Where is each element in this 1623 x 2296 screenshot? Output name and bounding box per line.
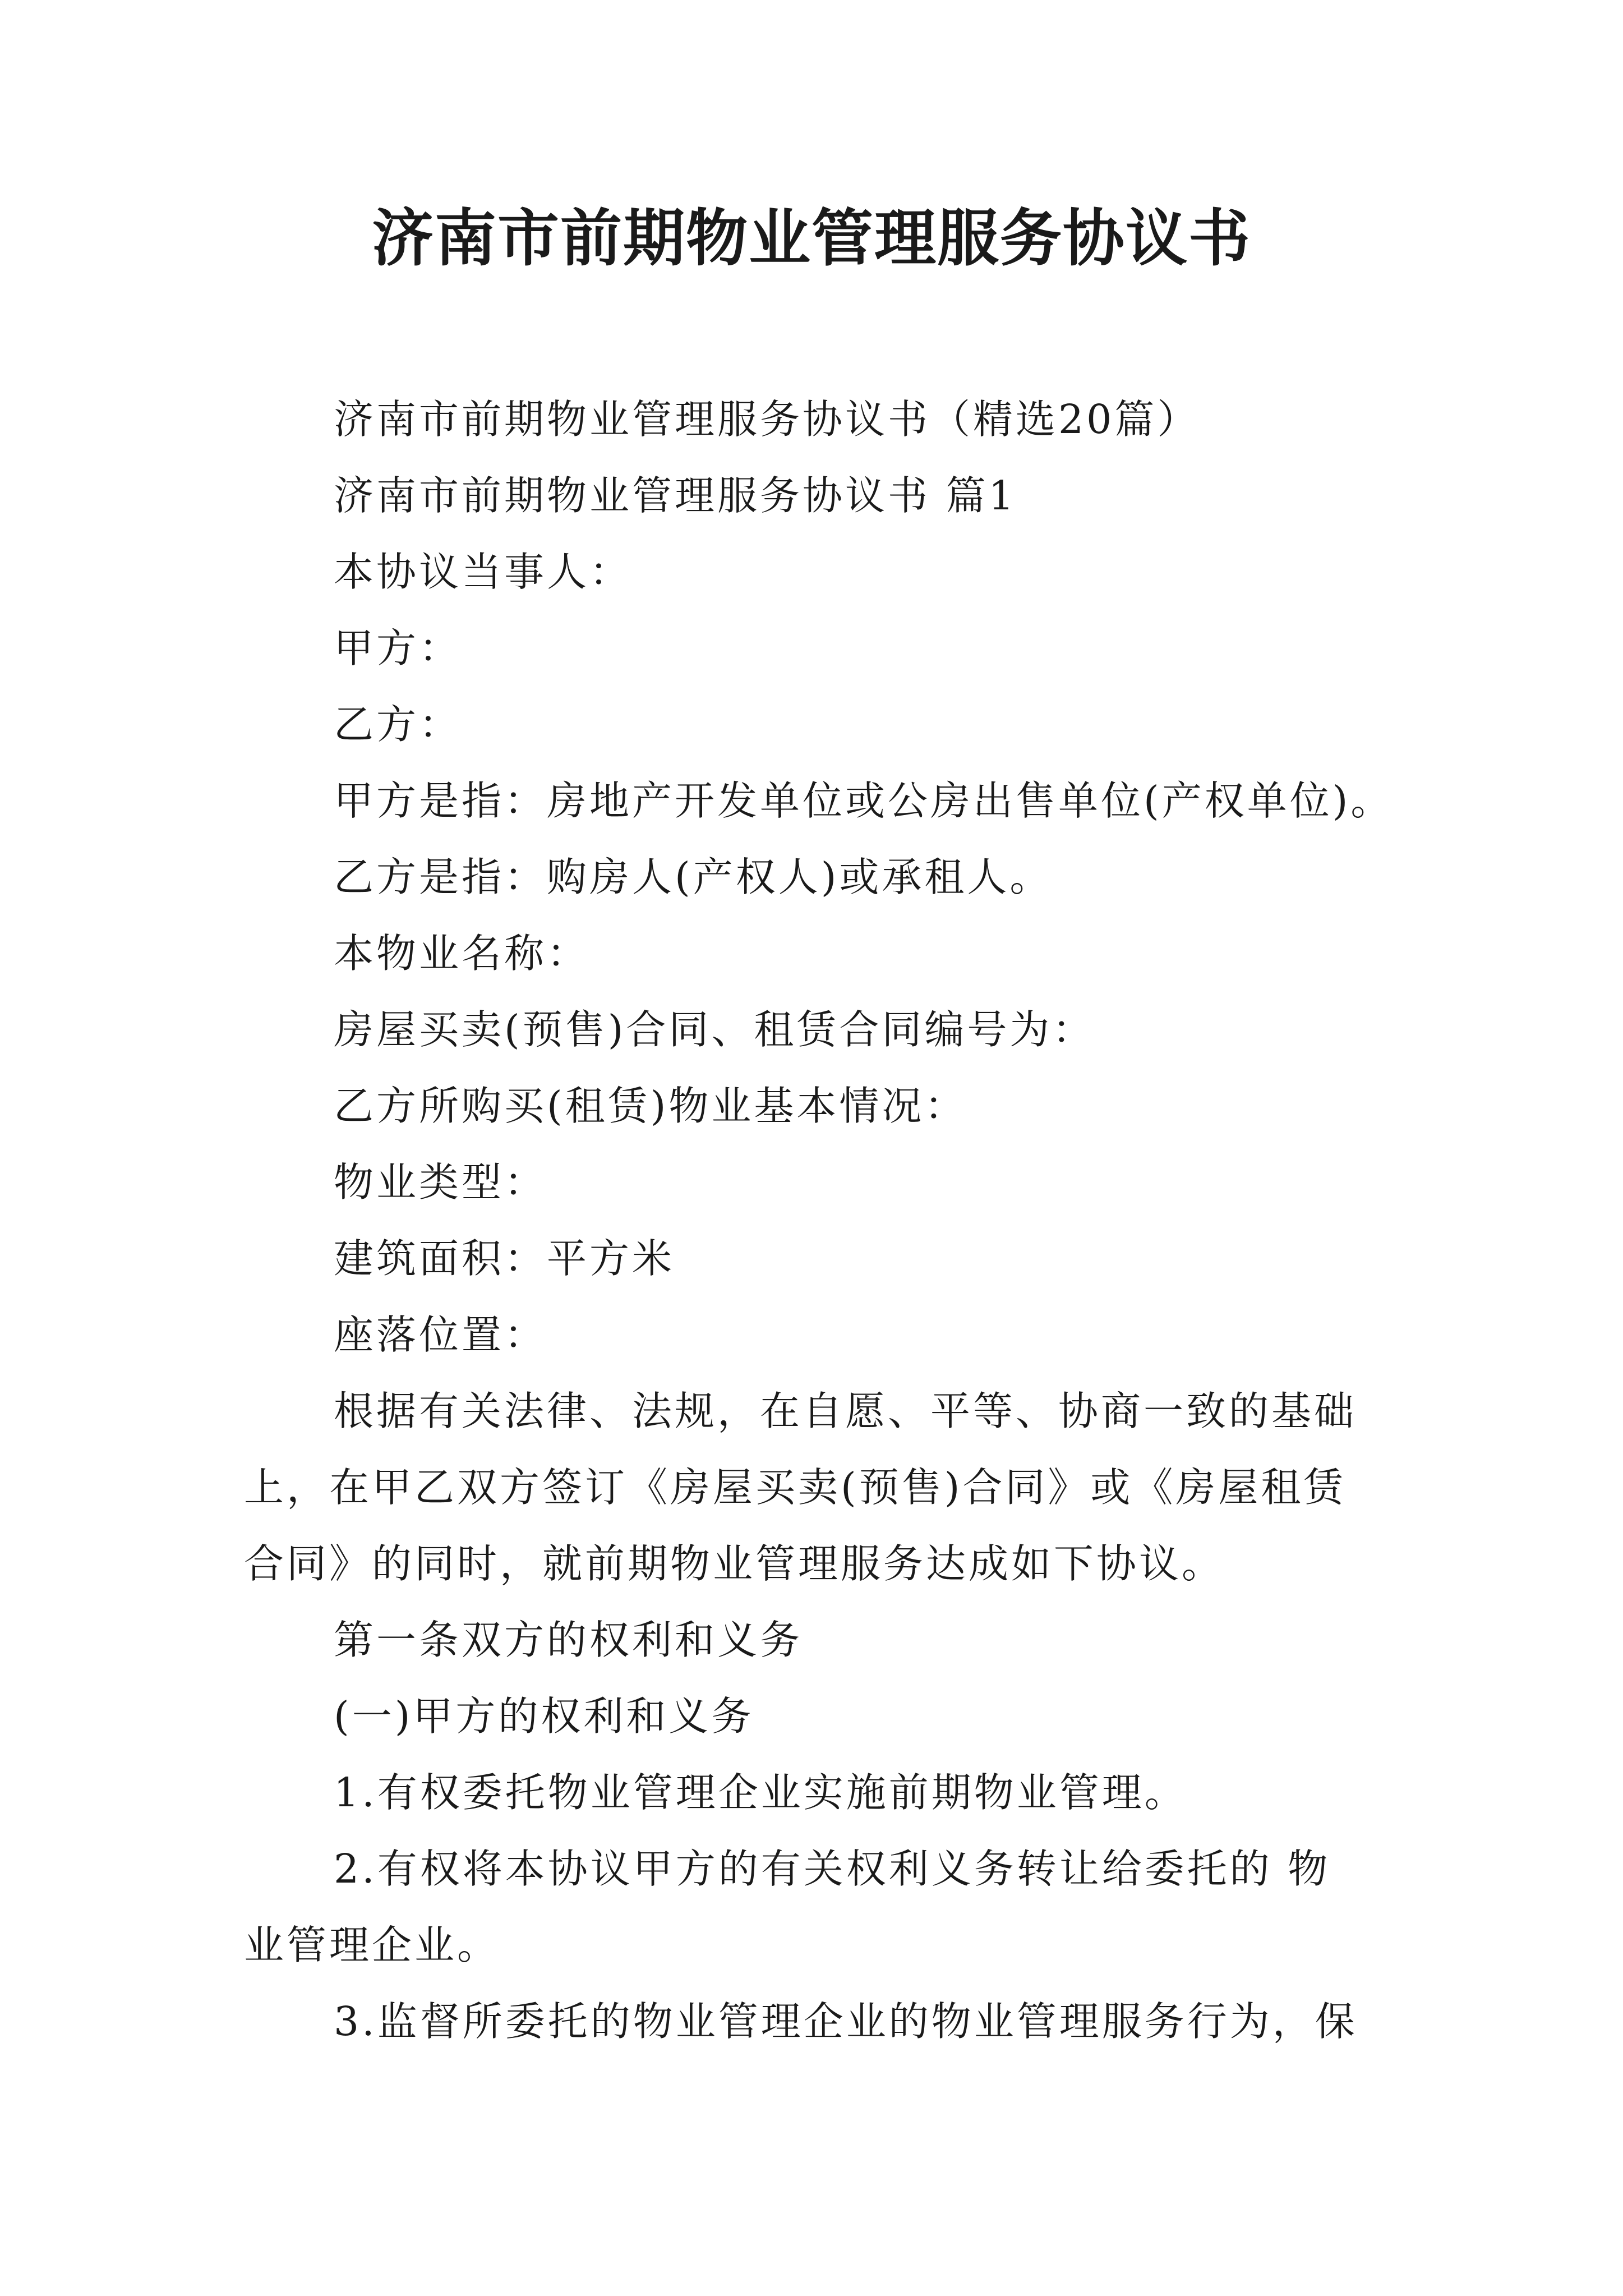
body-line: 济南市前期物业管理服务协议书（精选20篇） xyxy=(334,396,1200,443)
body-line: 本协议当事人： xyxy=(334,549,633,595)
body-line: 本物业名称： xyxy=(334,930,590,977)
document-title: 济南市前期物业管理服务协议书 xyxy=(372,202,1251,274)
body-line: 上，在甲乙双方签订《房屋买卖(预售)合同》或《房屋租赁 xyxy=(244,1464,1347,1511)
section-heading: 第一条双方的权利和义务 xyxy=(334,1617,803,1663)
body-line: 乙方： xyxy=(334,701,462,748)
body-line: 甲方： xyxy=(334,625,462,671)
body-line: 乙方所购买(租赁)物业基本情况： xyxy=(334,1083,967,1129)
list-item: 3.监督所委托的物业管理企业的物业管理服务行为，保 xyxy=(334,1998,1358,2045)
body-line: 合同》的同时，就前期物业管理服务达成如下协议。 xyxy=(244,1540,1225,1587)
subsection-heading: (一)甲方的权利和义务 xyxy=(334,1693,754,1740)
body-line: 房屋买卖(预售)合同、租赁合同编号为： xyxy=(334,1006,1095,1053)
body-line: 座落位置： xyxy=(334,1312,547,1358)
list-item: 2.有权将本协议甲方的有关权利义务转让给委托的 物 xyxy=(334,1846,1331,1892)
body-line: 乙方是指：购房人(产权人)或承租人。 xyxy=(334,854,1053,900)
body-line: 根据有关法律、法规，在自愿、平等、协商一致的基础 xyxy=(334,1388,1357,1434)
body-line: 济南市前期物业管理服务协议书 篇1 xyxy=(334,472,1017,519)
document-body xyxy=(244,381,1394,2060)
body-line: 物业类型： xyxy=(334,1159,547,1205)
list-item-continuation: 业管理企业。 xyxy=(244,1922,500,1968)
body-line: 甲方是指：房地产开发单位或公房出售单位(产权单位)。 xyxy=(334,777,1394,824)
body-line: 建筑面积：平方米 xyxy=(334,1235,675,1282)
list-item: 1.有权委托物业管理企业实施前期物业管理。 xyxy=(334,1769,1187,1816)
